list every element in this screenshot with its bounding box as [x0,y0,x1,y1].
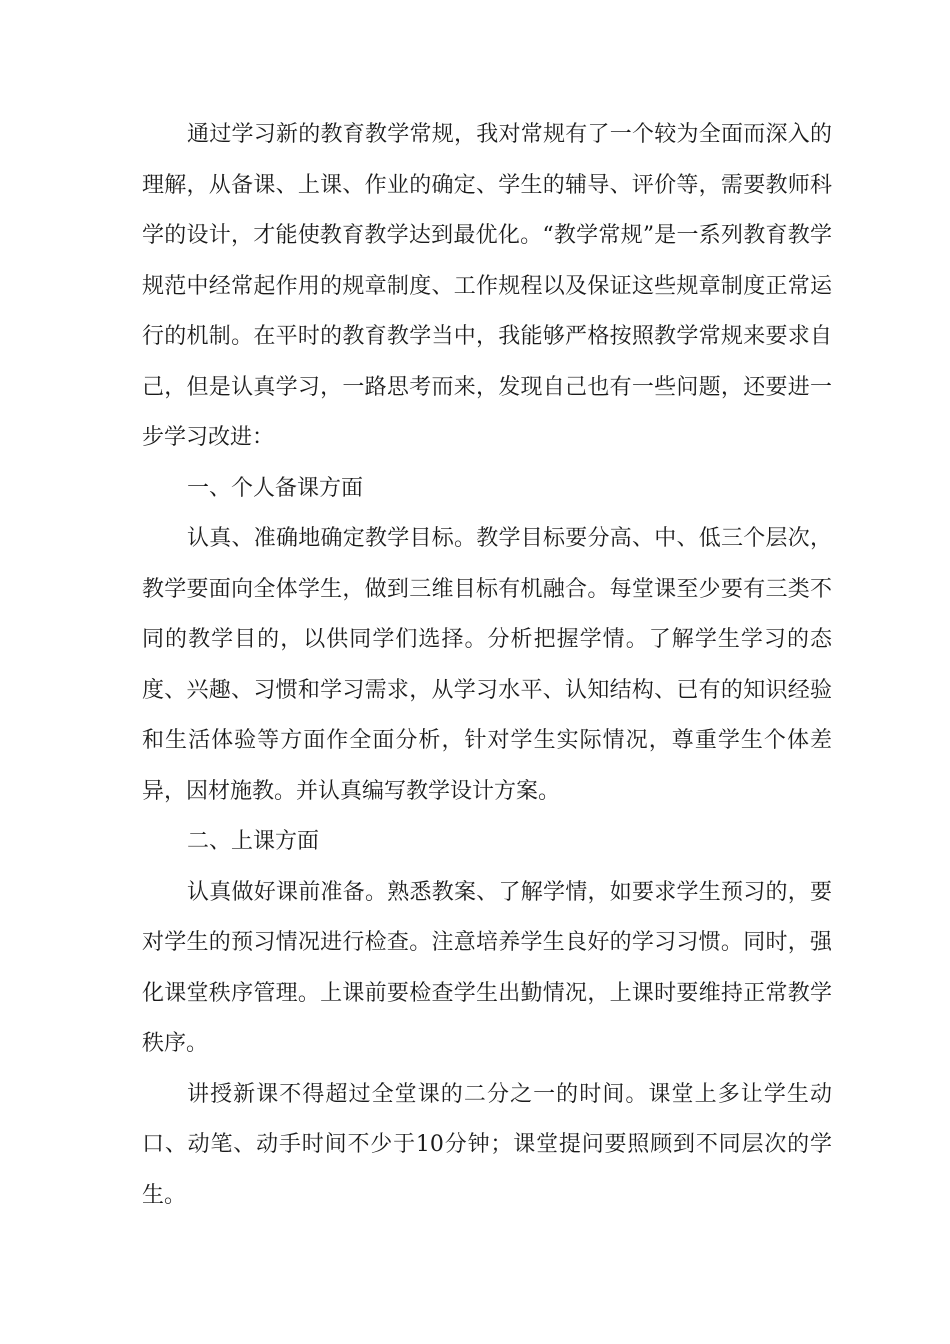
intro-paragraph: 通过学习新的教育教学常规，我对常规有了一个较为全面而深入的理解，从备课、上课、作业的确定、学生的辅导、评价等，需要教师科学的设计，才能使教育教学达到最优化。“教学常规”是一系列教育教学规范中经常起作用的规章制度、工作规程以及保证这些规章制度正常运行的机制。在平时的教育教学当中，我能够严格按照教学常规来要求自己，但是认真学习，一路思考而来，发现自己也有一些问题，还要进一步学习改进： [142,122,832,450]
teaching-time-paragraph: 讲授新课不得超过全堂课的二分之一的时间。课堂上多让学生动口、动笔、动手时间不少于10分钟；课堂提问要照顾到不同层次的学生。 [142,1081,832,1208]
section-heading-class: 二、上课方面 [187,829,320,854]
document-body [142,110,832,1221]
lesson-prep-paragraph: 认真、准确地确定教学目标。教学目标要分高、中、低三个层次，教学要面向全体学生，做到三维目标有机融合。每堂课至少要有三类不同的教学目的，以供同学们选择。分析把握学情。了解学生学习的态度、兴趣、习惯和学习需求，从学习水平、认知结构、已有的知识经验和生活体验等方面作全面分析，针对学生实际情况，尊重学生个体差异，因材施教。并认真编写教学设计方案。 [142,526,832,804]
class-prep-paragraph: 认真做好课前准备。熟悉教案、了解学情，如要求学生预习的，要对学生的预习情况进行检查。注意培养学生良好的学习习惯。同时，强化课堂秩序管理。上课前要检查学生出勤情况，上课时要维持正常教学秩序。 [142,879,832,1056]
section-heading-lesson-prep: 一、个人备课方面 [187,475,364,501]
